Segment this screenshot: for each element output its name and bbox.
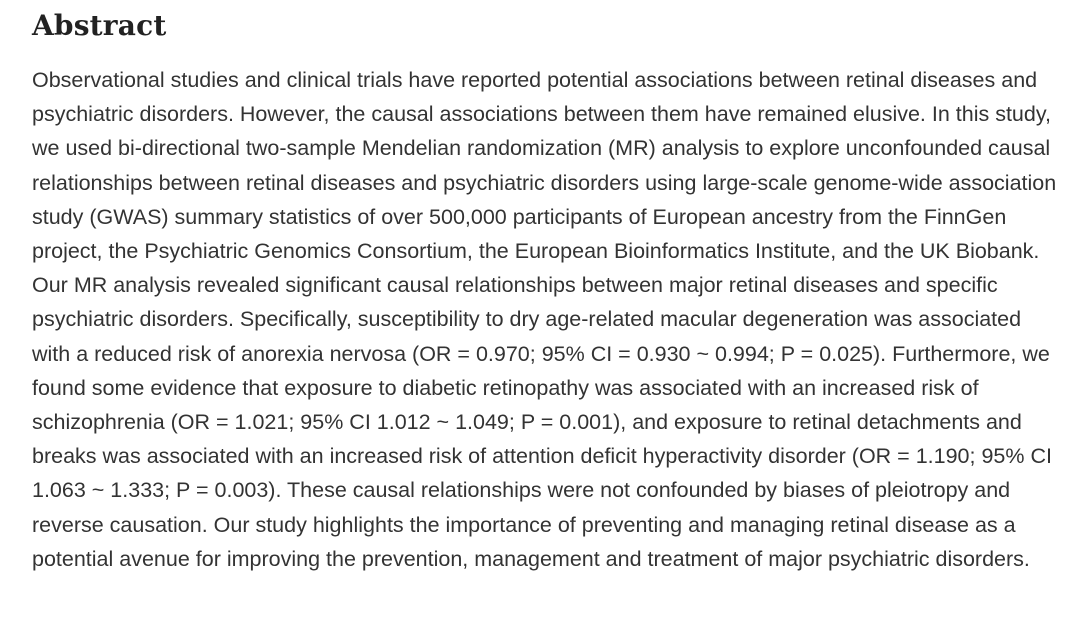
abstract-heading: Abstract xyxy=(32,9,167,42)
abstract-body: Observational studies and clinical trials have reported potential associations between retinal diseases and psychiatric disorders. However, the causal associations between them have remained elusive. In this study, we used bi-directional two-sample Mendelian randomization (MR) analysis to explore unconfounded causal relationships between retinal diseases and psychiatric disorders using large-scale genome-wide association study (GWAS) summary statistics of over 500,000 participants of European ancestry from the FinnGen project, the Psychiatric Genomics Consortium, the European Bioinformatics Institute, and the UK Biobank. Our MR analysis revealed significant causal relationships between major retinal diseases and specific psychiatric disorders. Specifically, susceptibility to dry age-related macular degeneration was associated with a reduced risk of anorexia nervosa (OR = 0.970; 95% CI = 0.930 ~ 0.994; P = 0.025). Furthermore, we found some evidence that exposure to diabetic retinopathy was associated with an increased risk of schizophrenia (OR = 1.021; 95% CI 1.012 ~ 1.049; P = 0.001), and exposure to retinal detachments and breaks was associated with an increased risk of attention deficit hyperactivity disorder (OR = 1.190; 95% CI 1.063 ~ 1.333; P = 0.003). These causal relationships were not confounded by biases of pleiotropy and reverse causation. Our study highlights the importance of preventing and managing retinal disease as a potential avenue for improving the prevention, management and treatment of major psychiatric disorders. xyxy=(32,68,1057,571)
